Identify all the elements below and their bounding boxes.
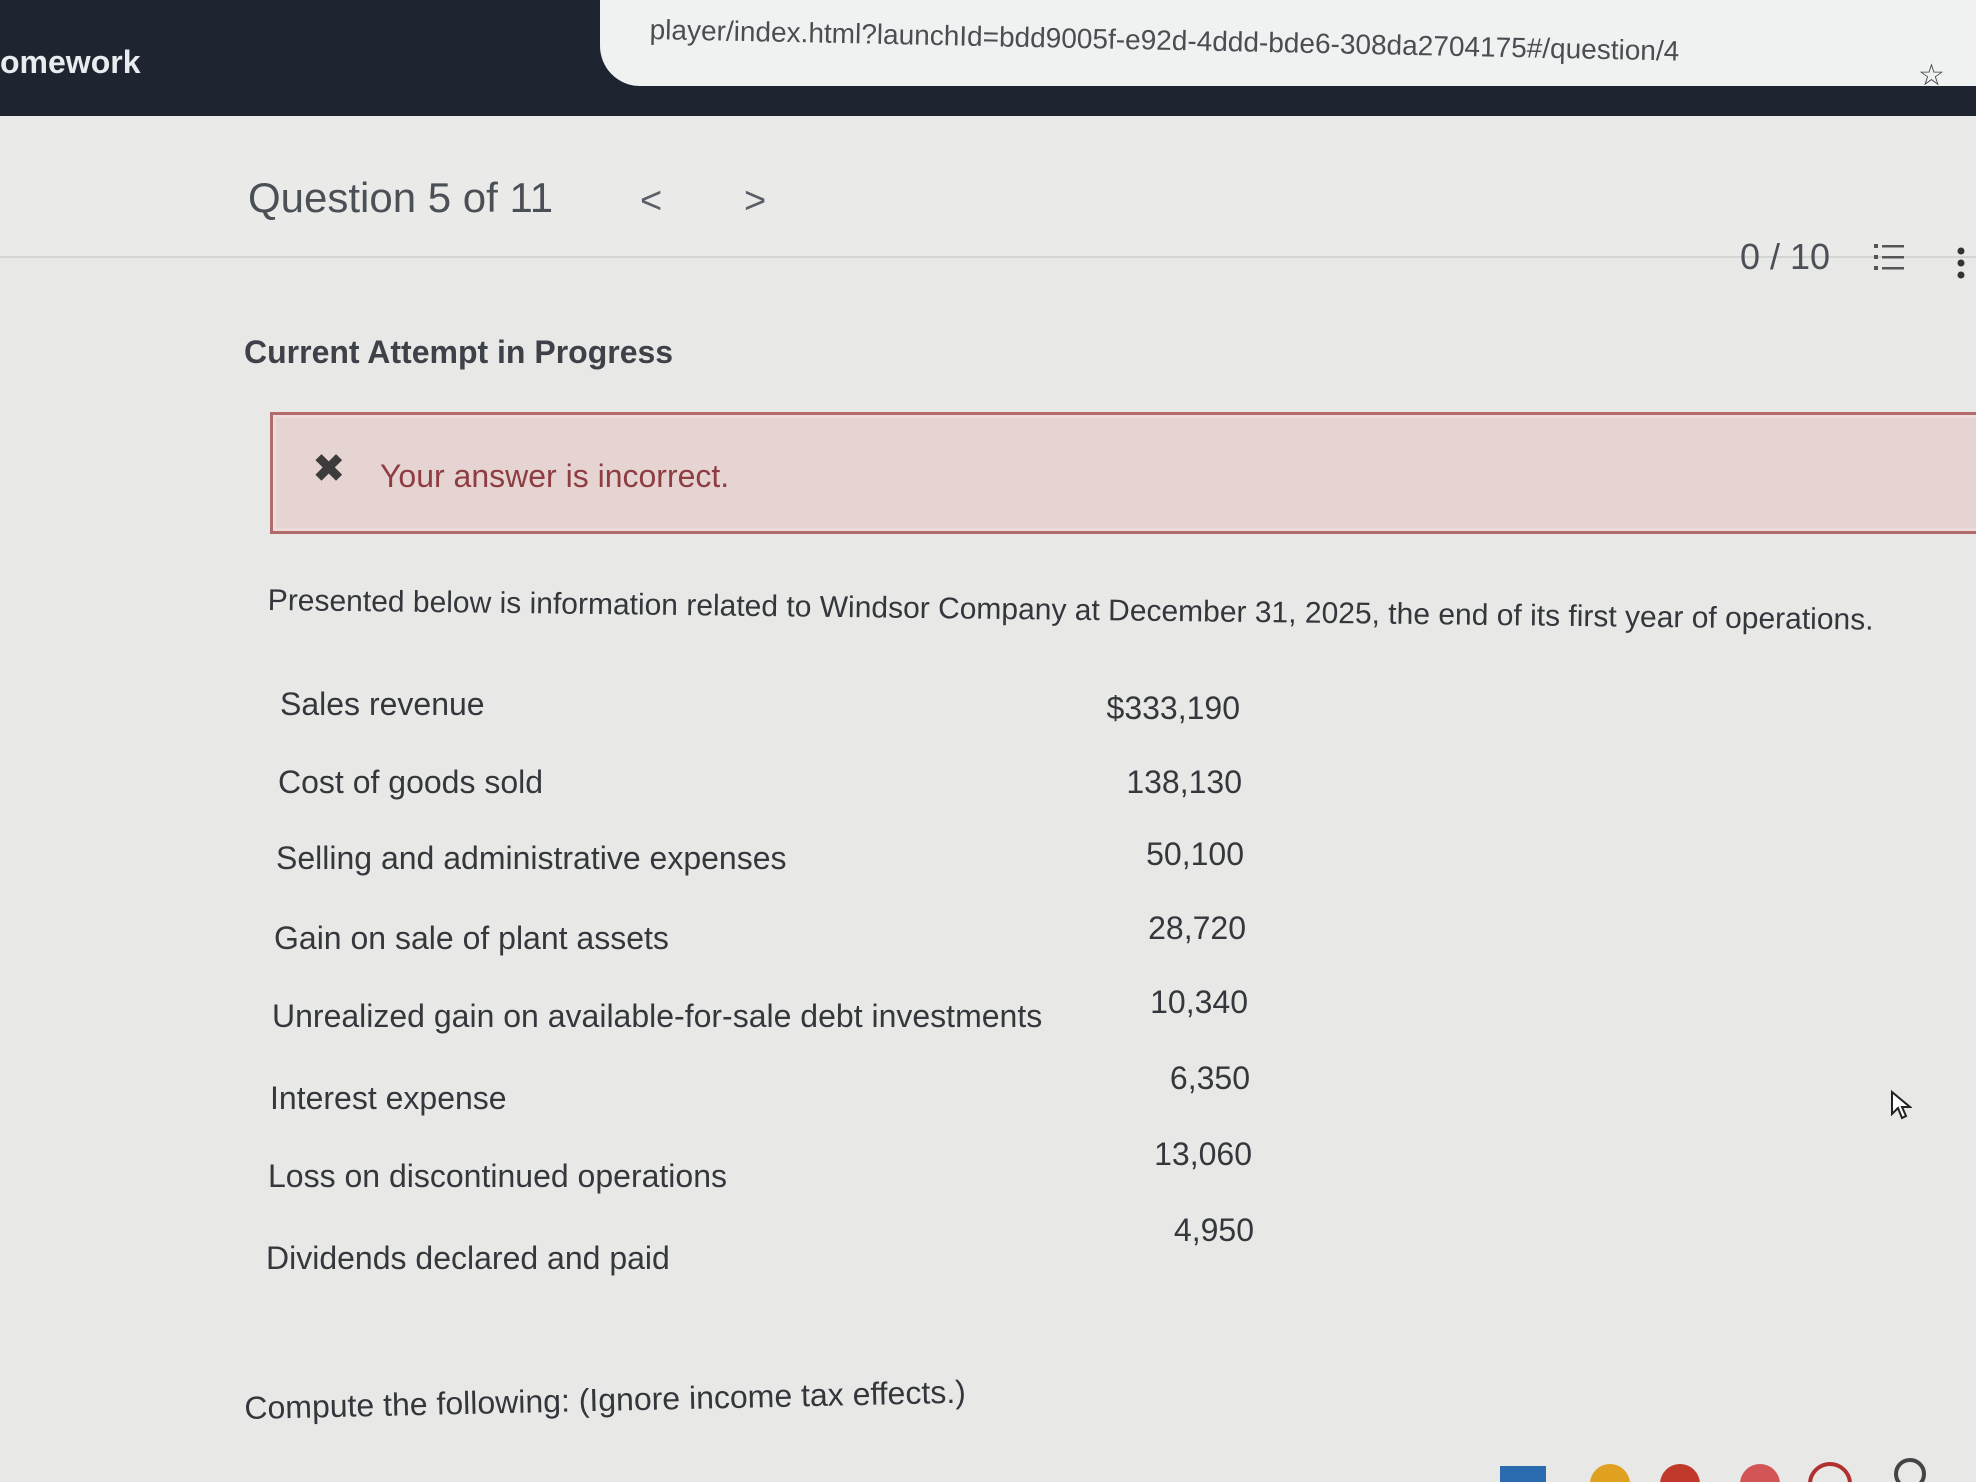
taskbar-icons [1400, 1440, 1976, 1482]
question-intro: Presented below is information related to Windsor Company at December 31, 2025, the end of its first year of operations. [267, 584, 1874, 637]
app-title: omework [0, 44, 141, 80]
item-label: Unrealized gain on available-for-sale debt investments [272, 998, 1043, 1034]
attempt-status: Current Attempt in Progress [244, 334, 674, 370]
alert-message: Your answer is incorrect. [380, 458, 730, 494]
item-label: Sales revenue [280, 686, 485, 722]
question-number: Question 5 of 11 [248, 174, 554, 221]
item-label: Cost of goods sold [278, 764, 544, 800]
item-label: Loss on discontinued operations [268, 1158, 727, 1194]
item-value: 6,350 [1169, 1060, 1250, 1096]
item-label: Dividends declared and paid [266, 1240, 670, 1276]
item-value: 50,100 [1146, 836, 1244, 872]
item-value: 4,950 [1173, 1212, 1254, 1248]
close-icon: ✖ [312, 447, 346, 491]
item-label: Gain on sale of plant assets [274, 920, 669, 956]
item-value: $333,190 [1106, 690, 1240, 726]
item-value: 138,130 [1126, 764, 1242, 800]
url-text[interactable]: player/index.html?launchId=bdd9005f-e92d-4ddd-bde6-308da2704175#/question/4 [649, 14, 1680, 67]
next-question-button[interactable]: > [744, 180, 767, 222]
item-label: Selling and administrative expenses [276, 840, 787, 876]
previous-question-button[interactable]: < [640, 180, 663, 222]
item-value: 13,060 [1154, 1136, 1252, 1172]
compute-prompt: Compute the following: (Ignore income tax effects.) [244, 1373, 967, 1426]
item-value: 28,720 [1148, 910, 1246, 946]
item-label: Interest expense [270, 1080, 507, 1116]
item-value: 10,340 [1150, 984, 1248, 1020]
more-options-icon[interactable] [1956, 246, 1966, 280]
question-list-icon[interactable] [1872, 240, 1906, 274]
mouse-cursor-icon [1890, 1090, 1912, 1120]
score: 0 / 10 [1740, 236, 1831, 277]
star-icon[interactable]: ☆ [1918, 59, 1945, 92]
